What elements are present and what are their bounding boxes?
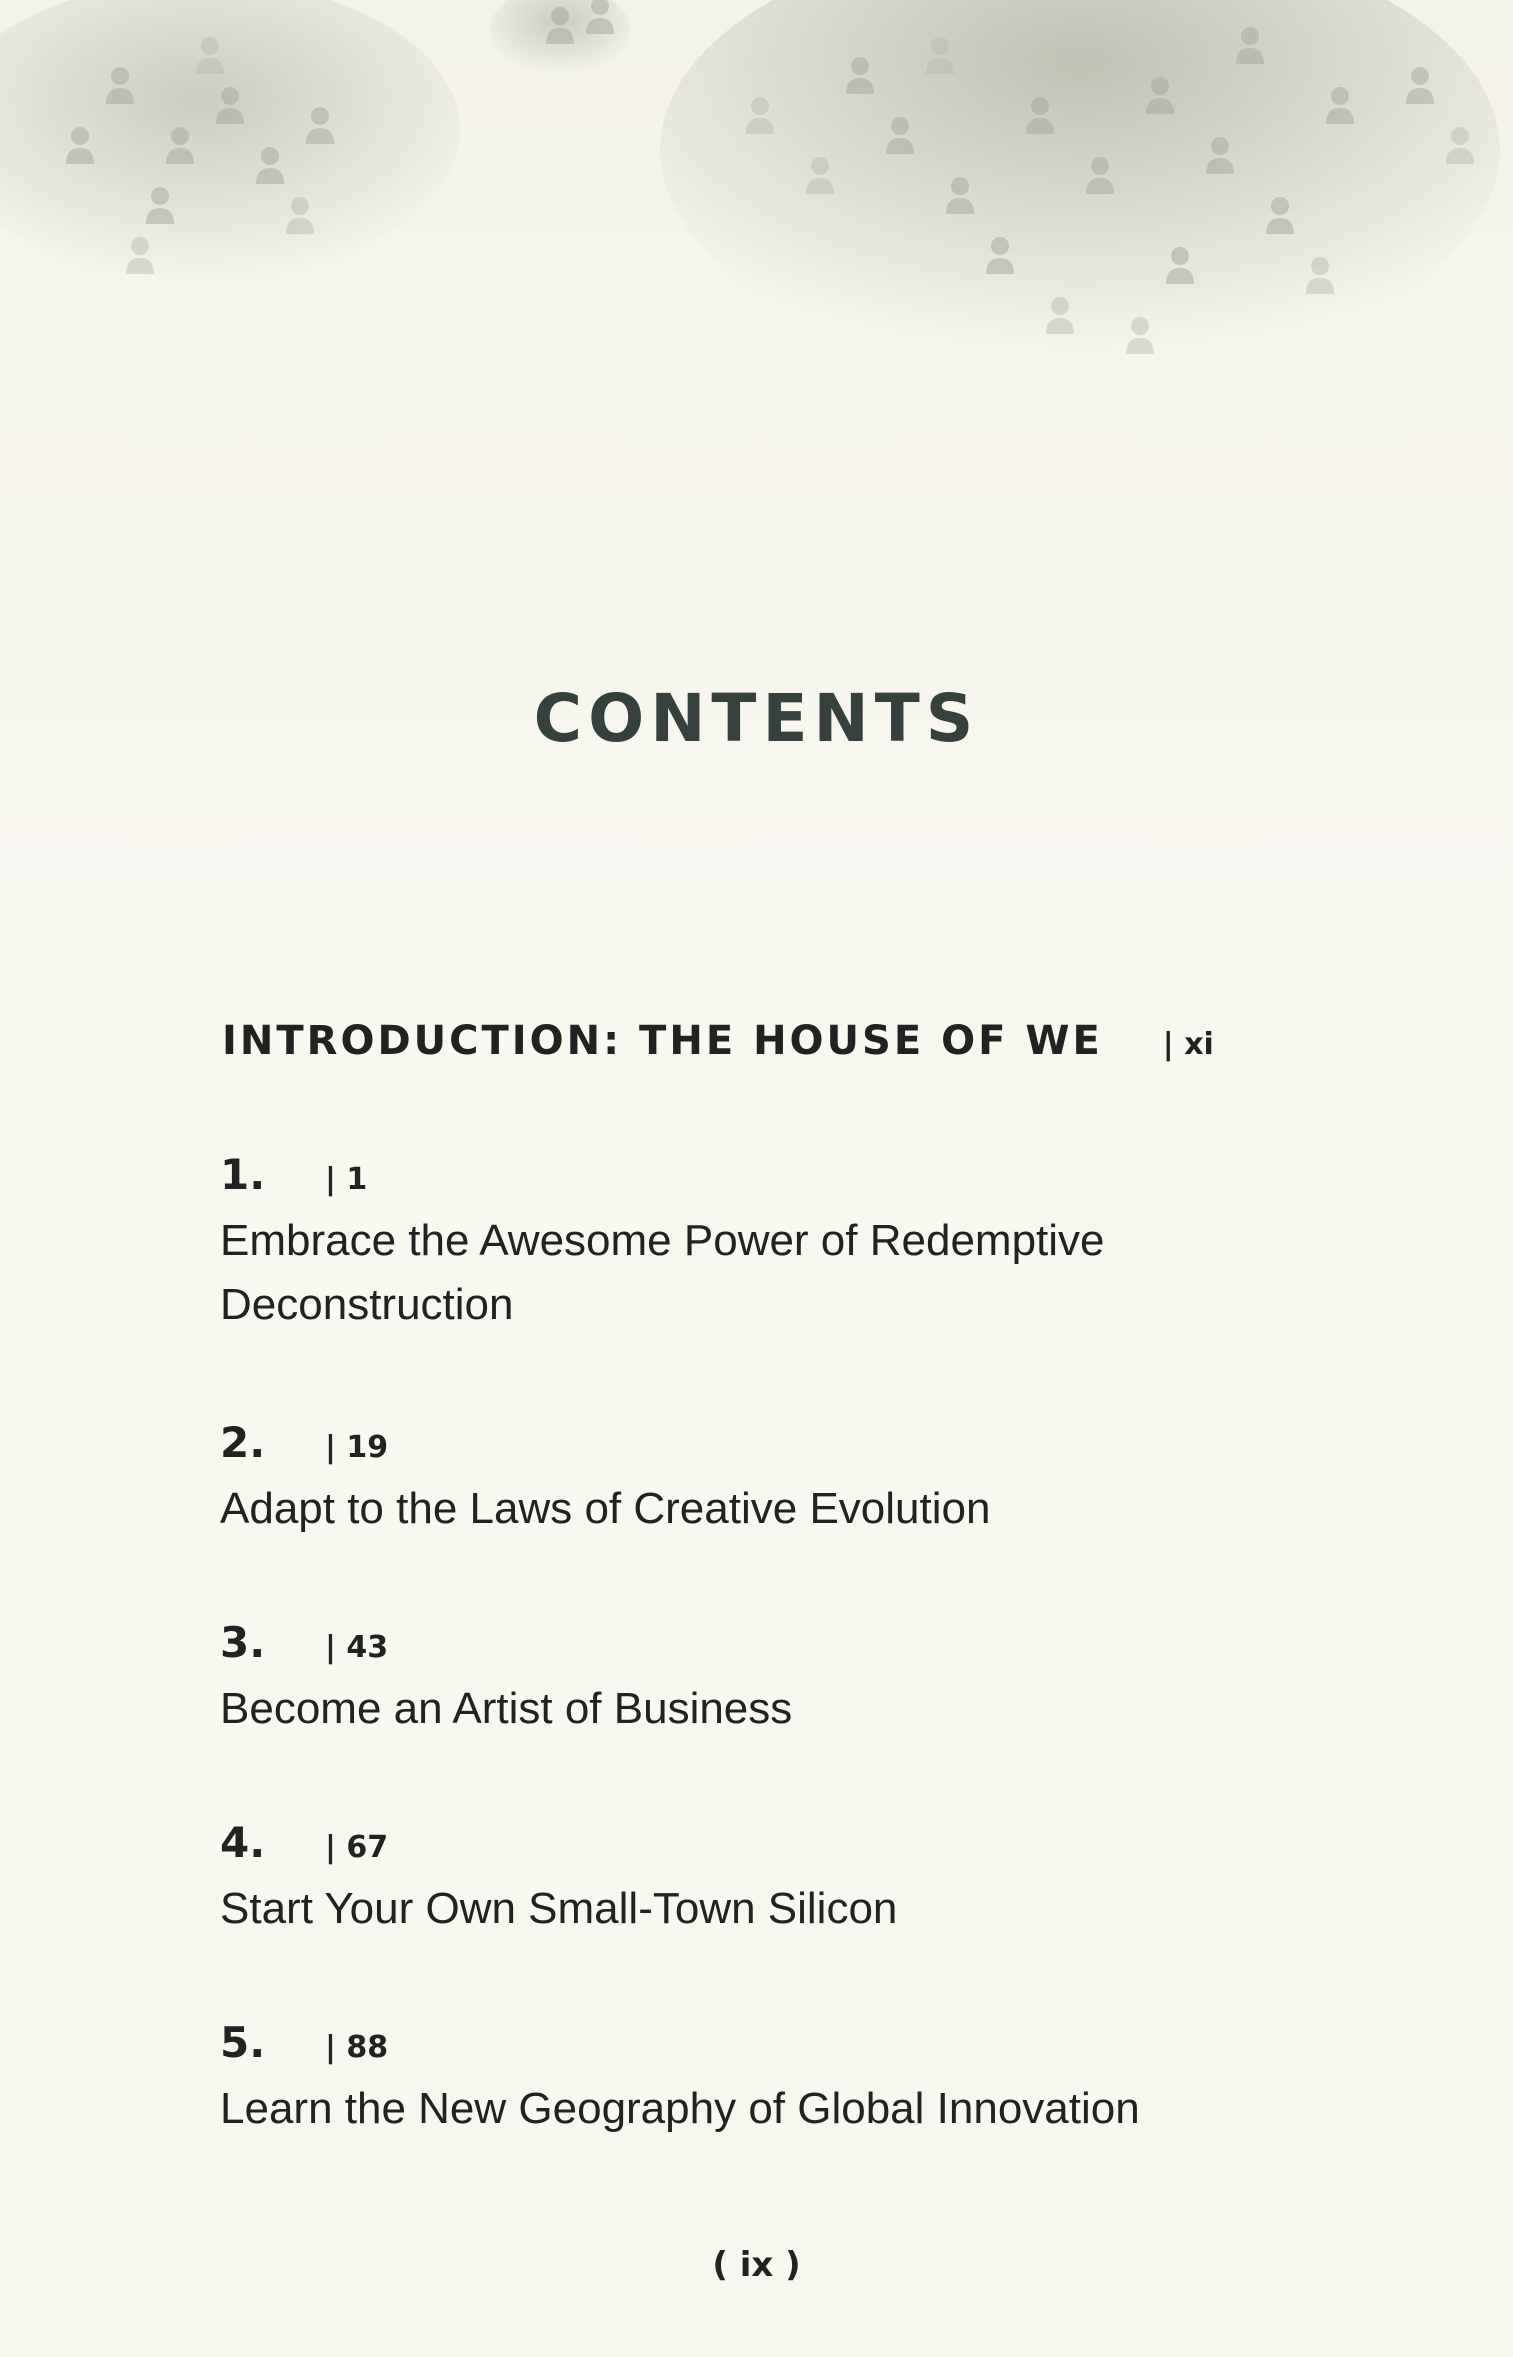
introduction-page-number: | xi: [1162, 1027, 1214, 1062]
chapter-title: Learn the New Geography of Global Innovation: [220, 2084, 1140, 2133]
toc-chapter-5[interactable]: [220, 2018, 1320, 2141]
toc-introduction[interactable]: [222, 1018, 1322, 1064]
introduction-title: INTRODUCTION: THE HOUSE OF WE: [222, 1018, 1103, 1064]
chapter-title: Embrace the Awesome Power of Redemptive Deconstruction: [220, 1216, 1105, 1329]
toc-chapter-4[interactable]: [220, 1818, 1320, 1941]
world-map-people-decoration: [0, 0, 1513, 560]
toc-chapter-1[interactable]: [220, 1150, 1320, 1337]
chapter-number: 5.: [220, 2018, 266, 2067]
chapter-number: 4.: [220, 1818, 266, 1867]
chapter-title: Become an Artist of Business: [220, 1684, 793, 1733]
toc-chapter-2[interactable]: [220, 1418, 1320, 1541]
chapter-number: 1.: [220, 1150, 266, 1199]
toc-chapter-3[interactable]: [220, 1618, 1320, 1741]
chapter-number: 3.: [220, 1618, 266, 1667]
chapter-page-number: | 1: [325, 1162, 368, 1197]
chapter-page-number: | 88: [325, 2030, 389, 2065]
chapter-page-number: | 67: [325, 1830, 389, 1865]
chapter-title: Start Your Own Small-Town Silicon: [220, 1884, 898, 1933]
chapter-page-number: | 19: [325, 1430, 389, 1465]
page-title: CONTENTS: [533, 680, 980, 757]
chapter-number: 2.: [220, 1418, 266, 1467]
chapter-page-number: | 43: [325, 1630, 389, 1665]
chapter-title: Adapt to the Laws of Creative Evolution: [220, 1484, 991, 1533]
page-folio: ( ix ): [712, 2245, 801, 2285]
